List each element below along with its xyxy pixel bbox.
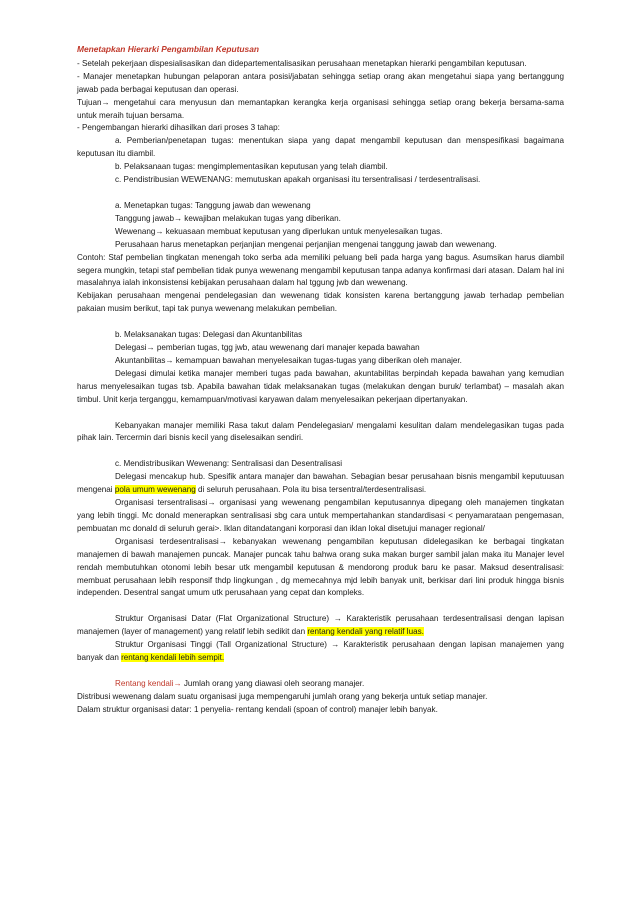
paragraph: Perusahaan harus menetapkan perjanjian mengenai perjanjian mengenai tanggung jawab dan wewenang. — [115, 239, 497, 249]
paragraph: a. Pemberian/penetapan tugas: menentukan siapa yang dapat mengambil keputusan dan menspesifikasi bagaimana keputusan itu diambil. — [77, 136, 564, 159]
paragraph: Dalam struktur organisasi datar: 1 penyelia- rentang kendali (spoan of control) manajer lebih banyak. — [77, 704, 438, 714]
paragraph: Contoh: Staf pembelian tingkatan menengah toko serba ada memiliki peluang beli pada harga yang bagus. Asumsikan harus diambil segera mungkin, tetapi staf pembelian tidak punya wewenang mengambil keputusan tanpa adanya konfirmasi dari atasan. Dalam hal ini masalahnya ialah inkonsistensi kebijakan perusahaan dalam hal tggung jwb dan wewenang. — [77, 252, 564, 288]
spacer — [77, 187, 564, 200]
document-page — [77, 43, 564, 717]
paragraph: Akuntanbilitas→ kemampuan bawahan menyelesaikan tugas-tugas yang diberikan oleh manajer. — [115, 355, 462, 365]
paragraph — [77, 678, 564, 691]
paragraph: a. Menetapkan tugas: Tanggung jawab dan wewenang — [115, 200, 311, 210]
doc-title: Menetapkan Hierarki Pengambilan Keputusan — [77, 44, 259, 54]
paragraph — [77, 613, 564, 639]
text-run: di seluruh perusahaan. Pola itu bisa tersentral/terdesentralisasi. — [195, 485, 427, 495]
paragraph: Wewenang→ kekuasaan membuat keputusan yang diperlukan untuk menyelesaikan tugas. — [115, 226, 443, 236]
highlighted-text: pola umum wewenang — [114, 485, 196, 495]
highlighted-text: rentang kendali yang relatif luas. — [307, 627, 424, 637]
paragraph: - Pengembangan hierarki dihasilkan dari proses 3 tahap: — [77, 123, 280, 133]
text-run: Struktur Organisasi Datar (Flat Organizational Structure) → Karakteristik perusahaan terdesentralisasi dengan lapisan manajemen (layer of management) yang relatif lebih sedikit dan — [77, 614, 564, 637]
spacer — [77, 445, 564, 458]
paragraph: b. Pelaksanaan tugas: mengimplementasikan keputusan yang telah diambil. — [115, 162, 388, 172]
paragraph: Organisasi terdesentralisasi→ kebanyakan wewenang pengambilan keputusan didelegasikan ke berbagai tingkatan manajemen di bawah manajemen puncak. Manajer puncak tahu bahwa orang suka makan burger sambil jalan maka itu Manajer level rendah membutuhkan otonomi lebih besar utk mengambil keputusan & mendorong produk baru ke pasar. Maksud desentralisasi: membuat perusahaan lebih responsif thdp lingkungan , dg memecahnya mjd lebih banyak unit, berkisar dari lini produk hingga bisnis independen. Desentral sangat umum utk perusahaan yang cepat dan kompleks. — [77, 536, 564, 598]
paragraph: Kebanyakan manajer memiliki Rasa takut dalam Pendelegasian/ mengalami kesulitan dalam mendelegasikan tugas pada pihak lain. Tercermin dari bisnis kecil yang diselesaikan sendiri. — [77, 420, 564, 443]
paragraph: Distribusi wewenang dalam suatu organisasi juga mempengaruhi jumlah orang yang bekerja untuk setiap manajer. — [77, 691, 488, 701]
paragraph — [77, 471, 564, 497]
spacer — [77, 600, 564, 613]
paragraph: Tanggung jawab→ kewajiban melakukan tugas yang diberikan. — [115, 213, 341, 223]
paragraph — [77, 639, 564, 665]
red-term: Rentang kendali→ — [115, 678, 182, 688]
highlighted-text: rentang kendali lebih sempit. — [121, 653, 225, 663]
paragraph: c. Mendistribusikan Wewenang: Sentralisasi dan Desentralisasi — [115, 459, 343, 469]
spacer — [77, 316, 564, 329]
paragraph: - Setelah pekerjaan dispesialisasikan dan didepartementalisasikan perusahaan menetapkan hierarki pengambilan keputusan. — [77, 58, 527, 68]
text-run: Jumlah orang yang diawasi oleh seorang manajer. — [181, 678, 365, 688]
paragraph: c. Pendistribusian WEWENANG: memutuskan apakah organisasi itu tersentralisasi / terdesentralisasi. — [115, 175, 481, 185]
text-run: Delegasi mencakup hub. Spesifik antara manajer dan bawahan. Sebagian besar perusahaan bisnis mengambil keputuusan mengenai — [77, 472, 564, 495]
paragraph: Delegasi→ pemberian tugas, tgg jwb, atau wewenang dari manajer kepada bawahan — [115, 343, 420, 353]
spacer — [77, 665, 564, 678]
spacer — [77, 407, 564, 420]
paragraph: Organisasi tersentralisasi→ organisasi yang wewenang pengambilan keputusannya dipegang oleh manajemen tingkatan yang lebih tinggi. Mc donald menerapkan sentralisasi sbg cara untuk mempertahankan standardisasi < penyamarataan pengemasan, pembuatan mc donald di seluruh gerai>. Iklan ditandatangani korporasi dan iklan lokal disetujui manager regional/ — [77, 498, 564, 533]
paragraph: - Manajer menetapkan hubungan pelaporan antara posisi/jabatan sehingga setiap orang akan mengetahui siapa yang bertanggung jawab pada berbagai keputusan dan operasi. — [77, 71, 564, 94]
text-run: Struktur Organisasi Tinggi (Tall Organizational Structure) → Karakteristik perusahaan dengan lapisan manajemen yang banyak dan — [77, 640, 564, 663]
paragraph: Delegasi dimulai ketika manajer memberi tugas pada bawahan, akuntabilitas berpindah kepada bawahan yang kemudian harus menyelesaikan tugas tsb. Apabila bawahan tidak melaksanakan tugas (melakukan dengan buruk/ terlambat) – masalah akan timbul. Unit kerja terganggu, kemampuan/motivasi karyawan dalam menyelesaikan pekerjaan dipertanyakan. — [77, 368, 564, 404]
paragraph: Tujuan→ mengetahui cara menyusun dan memantapkan kerangka kerja organisasi sehingga setiap orang bekerja bersama-sama untuk meraih tujuan bersama. — [77, 97, 564, 120]
paragraph: Kebijakan perusahaan mengenai pendelegasian dan wewenang tidak konsisten karena bertanggung jawab terhadap pembelian pakaian musim berikut, tapi tak punya wewenang melakukan pembelian. — [77, 291, 564, 314]
paragraph: b. Melaksanakan tugas: Delegasi dan Akuntanbilitas — [115, 330, 303, 340]
